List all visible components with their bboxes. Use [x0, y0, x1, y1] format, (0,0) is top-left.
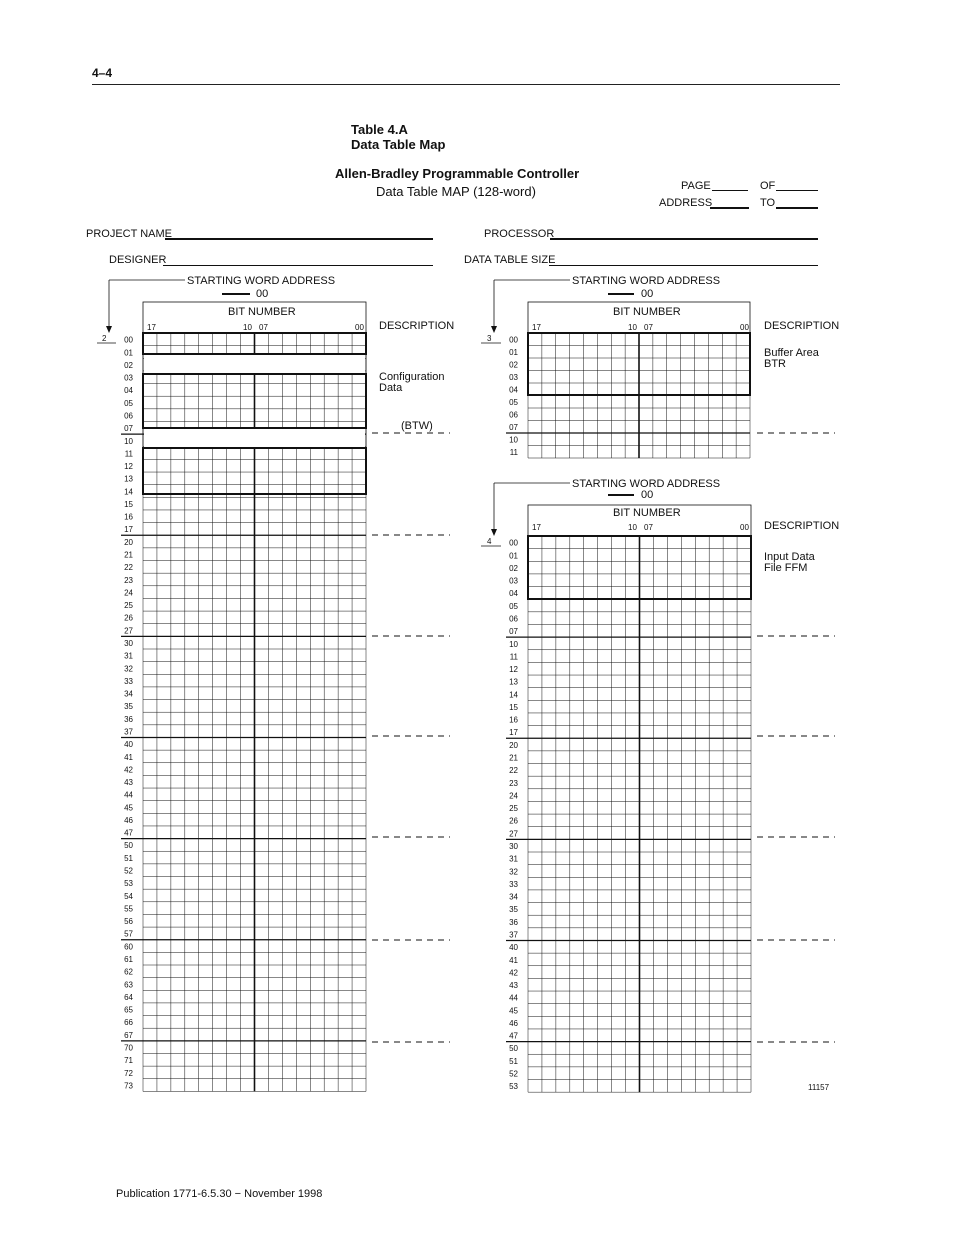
left-section-band — [144, 354, 365, 374]
rb-description-line2: File FFM — [764, 562, 808, 574]
rb-map-row-label: 33 — [509, 879, 518, 889]
rb-map-row-label: 43 — [509, 981, 518, 991]
rt-bit-00: 00 — [740, 323, 749, 332]
designer-label: DESIGNER — [109, 254, 167, 266]
rt-starting-word-suffix: 00 — [641, 288, 654, 300]
left-map-row-label: 37 — [124, 727, 133, 737]
rt-map-row-label: 11 — [509, 448, 518, 457]
left-map-row-label: 64 — [124, 992, 133, 1002]
rb-start-arrow-head — [491, 529, 497, 536]
rb-map-row-label: 47 — [509, 1031, 518, 1041]
rb-map-row-label: 06 — [509, 614, 518, 624]
data-table-size-label: DATA TABLE SIZE — [464, 254, 556, 266]
rt-file-number: 3 — [487, 334, 492, 343]
left-bit-17: 17 — [147, 323, 156, 332]
left-map-row-label: 23 — [124, 575, 133, 585]
rb-map-row-label: 24 — [509, 791, 518, 801]
rb-map-row-label: 46 — [509, 1018, 518, 1028]
rt-description-line1: Buffer Area — [764, 347, 819, 359]
rt-map-row-label: 05 — [509, 398, 518, 407]
left-map-row-label: 66 — [124, 1018, 133, 1028]
rb-map-row-label: 52 — [509, 1069, 518, 1079]
left-description-label: DESCRIPTION — [379, 320, 455, 332]
rt-bit-number-label: BIT NUMBER — [613, 306, 681, 318]
left-description-line2: Data — [379, 382, 403, 394]
left-map-row-label: 44 — [124, 790, 133, 800]
left-map-row-label: 16 — [124, 512, 133, 522]
rt-bit-07: 07 — [644, 323, 653, 332]
left-map-row-label: 42 — [124, 765, 133, 775]
project-name-label: PROJECT NAME — [86, 228, 172, 240]
rb-bit-00: 00 — [740, 523, 749, 532]
left-map-row-label: 21 — [124, 550, 133, 560]
left-map-row-label: 50 — [124, 841, 133, 851]
rb-map-row-label: 44 — [509, 993, 518, 1003]
left-map-row-label: 57 — [124, 929, 133, 939]
rb-map-row-label: 16 — [509, 715, 518, 725]
rb-map-row-label: 11 — [509, 652, 518, 662]
left-map-row-label: 04 — [124, 386, 133, 396]
rb-map-row-label: 02 — [509, 563, 518, 573]
left-bit-number-label: BIT NUMBER — [228, 306, 296, 318]
rb-map-row-label: 41 — [509, 955, 518, 965]
left-map-row-label: 56 — [124, 917, 133, 927]
rb-map-row-label: 14 — [509, 690, 518, 700]
left-map-row-label: 02 — [124, 360, 133, 370]
left-map-row-label: 45 — [124, 803, 133, 813]
left-map-row-label: 73 — [124, 1081, 133, 1091]
left-map-row-label: 31 — [124, 651, 133, 661]
footer-publication: Publication 1771-6.5.30 − November 1998 — [116, 1188, 323, 1200]
rt-map-row-label: 03 — [509, 373, 518, 382]
left-map-row-label: 63 — [124, 980, 133, 990]
left-map-row-label: 15 — [124, 499, 133, 509]
rb-map-row-label: 32 — [509, 867, 518, 877]
rb-map-row-label: 10 — [509, 639, 518, 649]
rb-description-line1: Input Data — [764, 551, 815, 563]
left-map-row-label: 51 — [124, 853, 133, 863]
left-map-row-label: 35 — [124, 702, 133, 712]
rb-map-row-label: 20 — [509, 740, 518, 750]
left-map-row-label: 33 — [124, 676, 133, 686]
rb-starting-word-label: STARTING WORD ADDRESS — [572, 478, 721, 490]
rb-map-row-label: 26 — [509, 816, 518, 826]
rb-description-label: DESCRIPTION — [764, 520, 840, 532]
rb-bit-07: 07 — [644, 523, 653, 532]
rt-map-row-label: 01 — [509, 348, 518, 357]
rb-map-row-label: 21 — [509, 753, 518, 763]
rb-map-row-label: 05 — [509, 601, 518, 611]
left-map-row-label: 30 — [124, 639, 133, 648]
left-map-row-label: 54 — [124, 891, 133, 901]
left-bit-07: 07 — [259, 323, 268, 332]
figure-number: 11157 — [808, 1083, 830, 1092]
rb-map-row-label: 30 — [509, 842, 518, 851]
rb-map-row-label: 50 — [509, 1044, 518, 1054]
left-start-arrow-head — [106, 326, 112, 333]
rb-map-row-label: 03 — [509, 576, 518, 586]
company-title: Allen-Bradley Programmable Controller — [335, 166, 580, 181]
rb-map-row-label: 04 — [509, 589, 518, 599]
left-map-row-label: 40 — [124, 740, 133, 750]
left-file-number: 2 — [102, 334, 107, 343]
rb-bit-10: 10 — [628, 523, 637, 532]
left-map-header-box — [143, 302, 366, 333]
rb-map-row-label: 35 — [509, 905, 518, 915]
left-map-row-label: 10 — [124, 436, 133, 446]
left-map-row-label: 71 — [124, 1056, 133, 1066]
rb-map-row-label: 15 — [509, 702, 518, 712]
rb-map-row-label: 23 — [509, 778, 518, 788]
rb-map-row-label: 22 — [509, 766, 518, 776]
rb-map-row-label: 37 — [509, 930, 518, 940]
left-starting-word-suffix: 00 — [256, 288, 269, 300]
rb-map-row-label: 42 — [509, 968, 518, 978]
left-map-row-label: 70 — [124, 1043, 133, 1053]
left-map-row-label: 26 — [124, 613, 133, 623]
left-map-row-label: 24 — [124, 588, 133, 598]
left-map-row-label: 65 — [124, 1005, 133, 1015]
rt-map-row-label: 00 — [509, 335, 518, 345]
left-map-row-label: 03 — [124, 373, 133, 383]
rb-bit-number-label: BIT NUMBER — [613, 507, 681, 519]
rt-map-row-label: 04 — [509, 385, 518, 395]
rb-map-row-label: 17 — [509, 728, 518, 738]
left-map-row-label: 25 — [124, 601, 133, 611]
left-map-row-label: 00 — [124, 335, 133, 345]
rb-map-header-box — [528, 505, 751, 536]
rb-map-row-label: 12 — [509, 665, 518, 675]
table-number: Table 4.A — [351, 122, 408, 137]
rt-bit-17: 17 — [532, 323, 541, 332]
rt-bit-10: 10 — [628, 323, 637, 332]
left-map-row-label: 52 — [124, 866, 133, 876]
left-map-row-label: 11 — [124, 449, 133, 459]
rb-map-row-label: 40 — [509, 943, 518, 953]
rb-map-row-label: 36 — [509, 917, 518, 927]
form-title: Data Table MAP (128-word) — [376, 184, 536, 199]
left-description-btw: (BTW) — [401, 420, 433, 432]
address-label: ADDRESS — [659, 197, 713, 209]
left-map-row-label: 32 — [124, 664, 133, 674]
rt-starting-word-label: STARTING WORD ADDRESS — [572, 275, 721, 287]
left-map-row-label: 61 — [124, 955, 133, 964]
rb-bit-17: 17 — [532, 523, 541, 532]
rb-map-row-label: 01 — [509, 551, 518, 561]
left-map-row-label: 27 — [124, 626, 133, 636]
left-map-row-label: 62 — [124, 967, 133, 977]
left-map-row-label: 47 — [124, 828, 133, 838]
rt-map-row-label: 07 — [509, 423, 518, 432]
left-map-row-label: 13 — [124, 474, 133, 484]
left-map-row-label: 36 — [124, 714, 133, 724]
rb-map-row-label: 13 — [509, 677, 518, 687]
rb-map-row-label: 00 — [509, 538, 518, 548]
rt-map-row-label: 02 — [509, 360, 518, 370]
table-name: Data Table Map — [351, 137, 446, 152]
rt-map-row-label: 06 — [509, 410, 518, 420]
rb-map-row-label: 34 — [509, 892, 518, 902]
rb-map-row-label: 45 — [509, 1006, 518, 1016]
rt-start-arrow-head — [491, 326, 497, 333]
left-map-row-label: 41 — [124, 752, 133, 762]
left-map-row-label: 55 — [124, 904, 133, 914]
left-map-row-label: 22 — [124, 563, 133, 573]
rb-file-number: 4 — [487, 537, 492, 546]
left-map-row-label: 14 — [124, 487, 133, 497]
left-description-line1: Configuration — [379, 371, 445, 383]
left-map-row-label: 05 — [124, 398, 133, 408]
page-label: PAGE — [681, 180, 711, 192]
left-map-row-label: 53 — [124, 879, 133, 889]
rb-map-row-label: 53 — [509, 1082, 518, 1092]
rt-map-row-label: 10 — [509, 435, 518, 445]
rb-map-row-label: 27 — [509, 829, 518, 839]
left-map-row-label: 01 — [124, 348, 133, 358]
left-map-row-label: 43 — [124, 778, 133, 788]
rb-map-row-label: 31 — [509, 854, 518, 864]
left-map-row-label: 12 — [124, 462, 133, 472]
rb-starting-word-suffix: 00 — [641, 489, 654, 501]
left-starting-word-label: STARTING WORD ADDRESS — [187, 275, 336, 287]
left-map-row-label: 46 — [124, 815, 133, 825]
left-map-row-label: 60 — [124, 942, 133, 952]
left-bit-10: 10 — [243, 323, 252, 332]
left-map-row-label: 17 — [124, 525, 133, 535]
rt-description-label: DESCRIPTION — [764, 320, 840, 332]
left-bit-00: 00 — [355, 323, 364, 332]
to-label: TO — [760, 197, 776, 209]
rt-description-line2: BTR — [764, 358, 786, 370]
page-number: 4–4 — [92, 66, 113, 80]
of-label: OF — [760, 180, 776, 192]
left-map-row-label: 72 — [124, 1068, 133, 1078]
left-map-row-label: 67 — [124, 1030, 133, 1040]
left-section-band — [144, 428, 365, 448]
rb-map-row-label: 07 — [509, 627, 518, 637]
rb-map-row-label: 51 — [509, 1056, 518, 1066]
left-map-row-label: 20 — [124, 537, 133, 547]
rb-map-row-label: 25 — [509, 804, 518, 814]
left-map-row-label: 06 — [124, 411, 133, 421]
processor-label: PROCESSOR — [484, 228, 555, 240]
left-map-row-label: 07 — [124, 424, 133, 434]
left-map-row-label: 34 — [124, 689, 133, 699]
rt-map-header-box — [528, 302, 750, 333]
